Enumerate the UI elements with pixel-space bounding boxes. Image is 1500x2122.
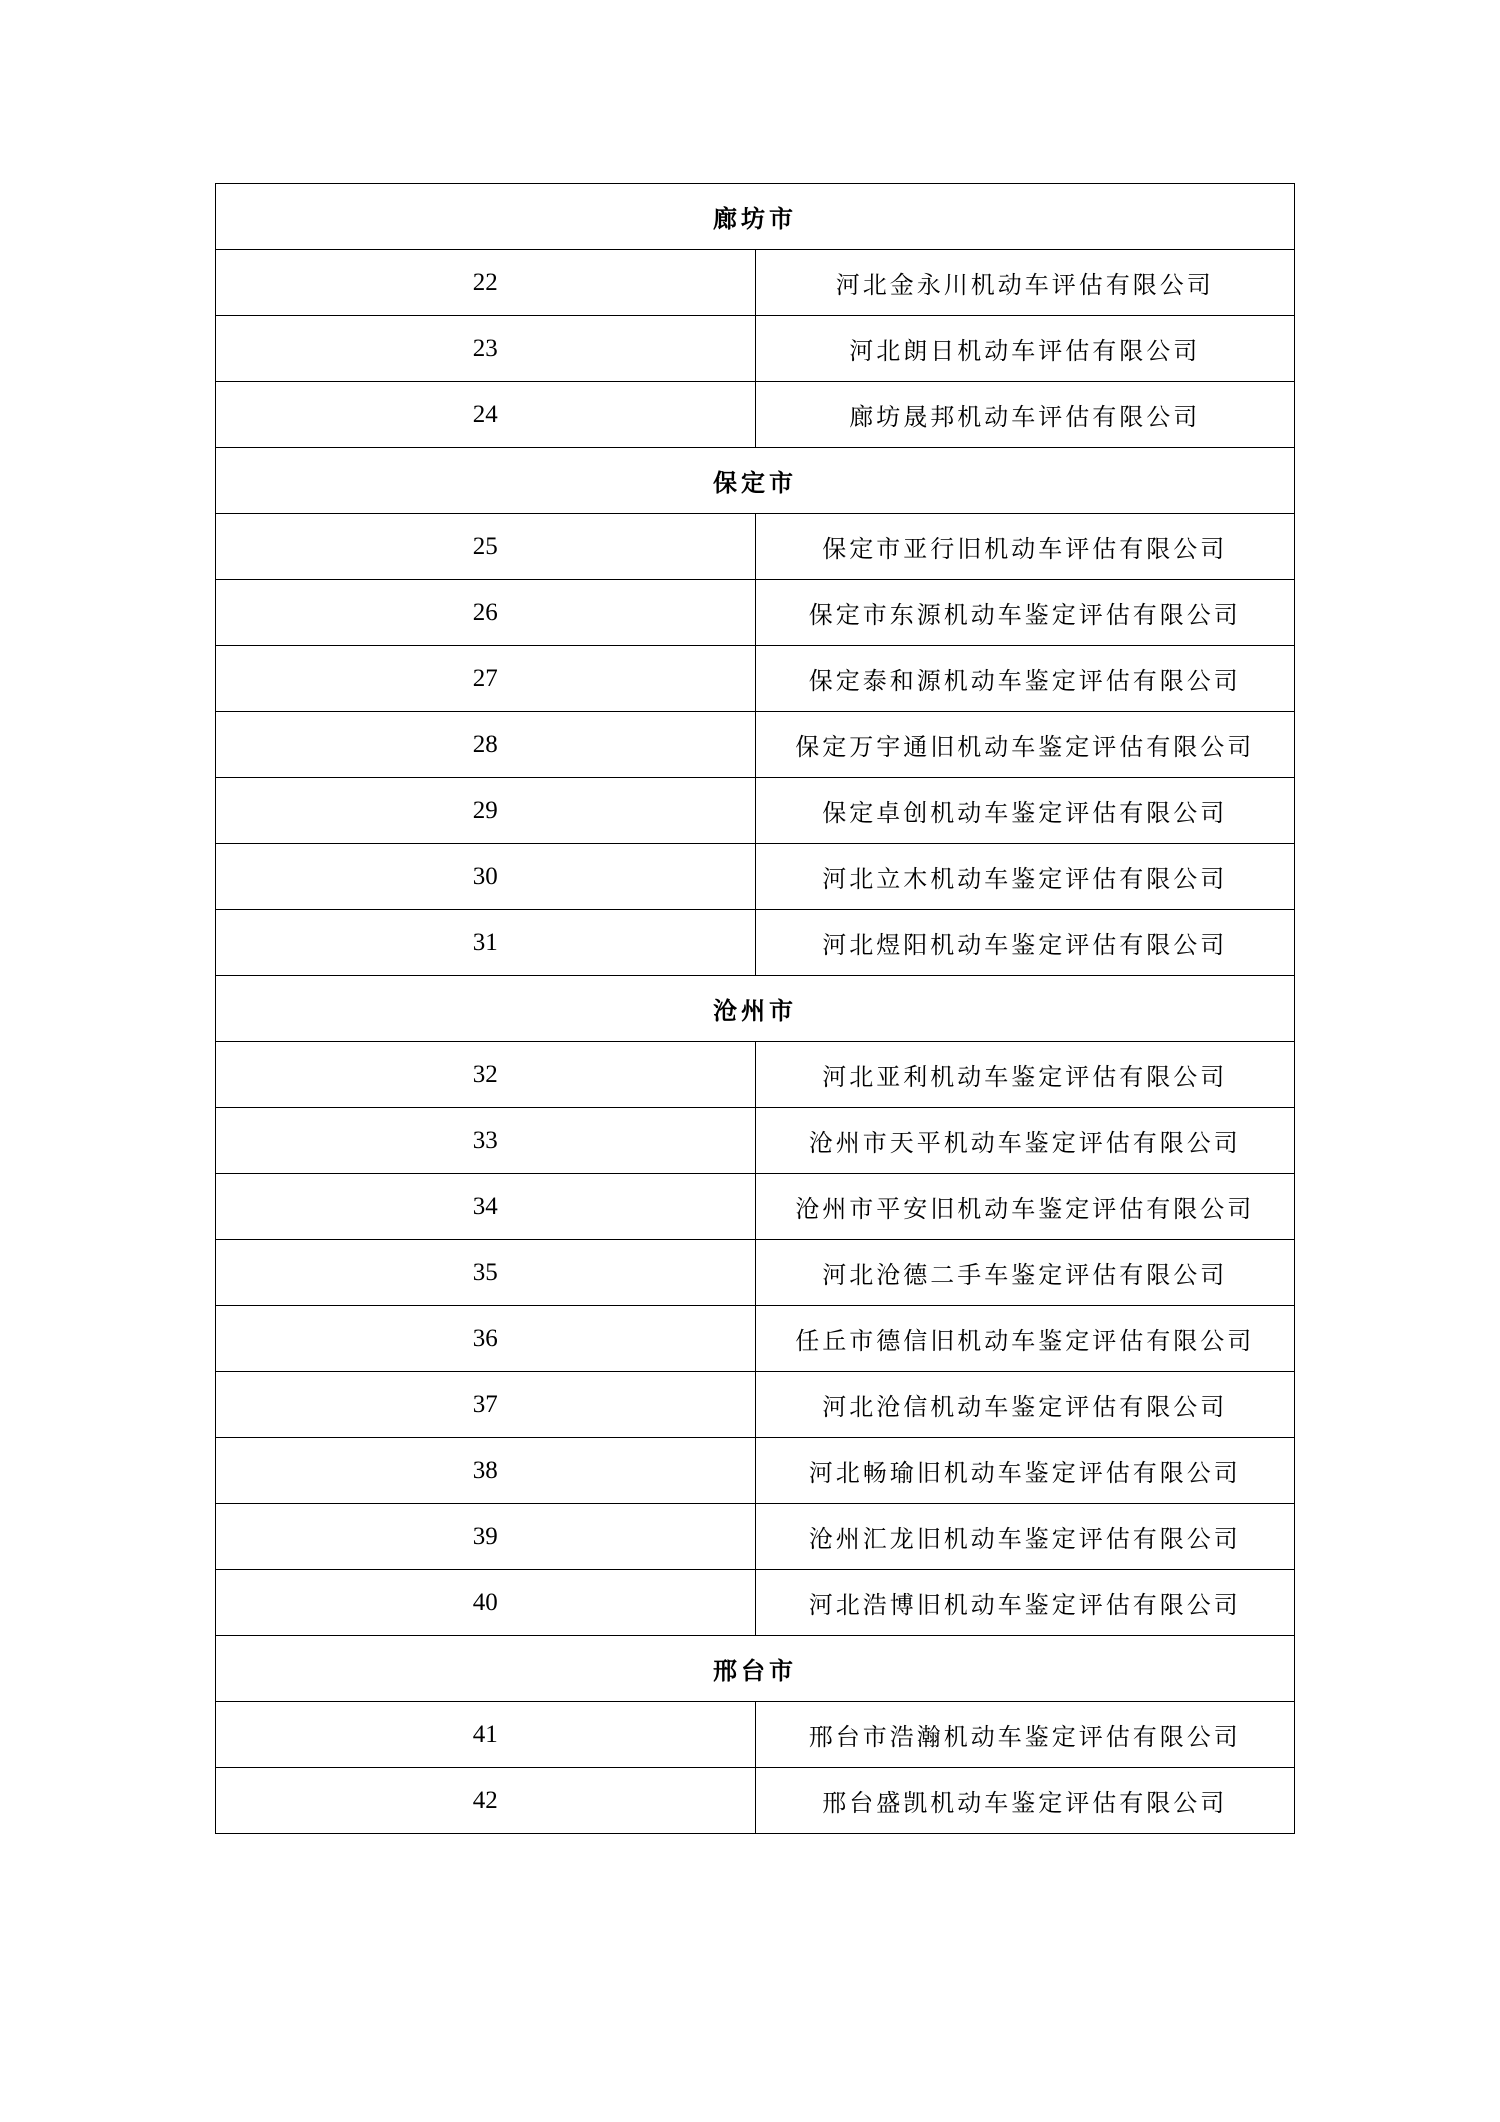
- city-header-row: [216, 448, 1295, 514]
- company-name: 邢台市浩瀚机动车鉴定评估有限公司: [755, 1702, 1295, 1768]
- company-name: 沧州市平安旧机动车鉴定评估有限公司: [755, 1174, 1295, 1240]
- table-row: [216, 1504, 1295, 1570]
- table-row: [216, 1174, 1295, 1240]
- company-name: 保定泰和源机动车鉴定评估有限公司: [755, 646, 1295, 712]
- company-name: 沧州市天平机动车鉴定评估有限公司: [755, 1108, 1295, 1174]
- company-name: 河北沧德二手车鉴定评估有限公司: [755, 1240, 1295, 1306]
- table-row: [216, 316, 1295, 382]
- table-row: [216, 1108, 1295, 1174]
- row-number: 42: [216, 1768, 756, 1834]
- row-number: 35: [216, 1240, 756, 1306]
- company-name: 任丘市德信旧机动车鉴定评估有限公司: [755, 1306, 1295, 1372]
- city-header-row: [216, 184, 1295, 250]
- table-row: [216, 580, 1295, 646]
- table-row: [216, 1570, 1295, 1636]
- company-name: 河北亚利机动车鉴定评估有限公司: [755, 1042, 1295, 1108]
- company-name: 河北畅瑜旧机动车鉴定评估有限公司: [755, 1438, 1295, 1504]
- row-number: 27: [216, 646, 756, 712]
- table-row: [216, 1438, 1295, 1504]
- table-row: [216, 514, 1295, 580]
- company-name: 河北立木机动车鉴定评估有限公司: [755, 844, 1295, 910]
- row-number: 37: [216, 1372, 756, 1438]
- row-number: 33: [216, 1108, 756, 1174]
- row-number: 26: [216, 580, 756, 646]
- company-name: 河北朗日机动车评估有限公司: [755, 316, 1295, 382]
- row-number: 28: [216, 712, 756, 778]
- row-number: 41: [216, 1702, 756, 1768]
- table-row: [216, 712, 1295, 778]
- city-name: 保定市: [216, 448, 1295, 514]
- row-number: 31: [216, 910, 756, 976]
- city-name: 廊坊市: [216, 184, 1295, 250]
- city-header-row: [216, 976, 1295, 1042]
- row-number: 29: [216, 778, 756, 844]
- company-name: 保定市东源机动车鉴定评估有限公司: [755, 580, 1295, 646]
- row-number: 40: [216, 1570, 756, 1636]
- company-name: 河北浩博旧机动车鉴定评估有限公司: [755, 1570, 1295, 1636]
- row-number: 22: [216, 250, 756, 316]
- company-name: 保定万宇通旧机动车鉴定评估有限公司: [755, 712, 1295, 778]
- row-number: 23: [216, 316, 756, 382]
- row-number: 34: [216, 1174, 756, 1240]
- company-name: 保定市亚行旧机动车评估有限公司: [755, 514, 1295, 580]
- table-row: [216, 844, 1295, 910]
- table-row: [216, 1768, 1295, 1834]
- row-number: 25: [216, 514, 756, 580]
- table-row: [216, 1702, 1295, 1768]
- company-name: 邢台盛凯机动车鉴定评估有限公司: [755, 1768, 1295, 1834]
- city-name: 沧州市: [216, 976, 1295, 1042]
- company-name: 河北煜阳机动车鉴定评估有限公司: [755, 910, 1295, 976]
- row-number: 38: [216, 1438, 756, 1504]
- company-name: 沧州汇龙旧机动车鉴定评估有限公司: [755, 1504, 1295, 1570]
- table-row: [216, 646, 1295, 712]
- row-number: 39: [216, 1504, 756, 1570]
- company-name: 廊坊晟邦机动车评估有限公司: [755, 382, 1295, 448]
- table-row: [216, 382, 1295, 448]
- company-list-table: [215, 183, 1295, 1834]
- table-row: [216, 778, 1295, 844]
- company-name: 河北金永川机动车评估有限公司: [755, 250, 1295, 316]
- city-header-row: [216, 1636, 1295, 1702]
- table-row: [216, 1372, 1295, 1438]
- table-row: [216, 1306, 1295, 1372]
- table-row: [216, 1042, 1295, 1108]
- row-number: 30: [216, 844, 756, 910]
- table-row: [216, 1240, 1295, 1306]
- row-number: 32: [216, 1042, 756, 1108]
- city-name: 邢台市: [216, 1636, 1295, 1702]
- table-row: [216, 250, 1295, 316]
- company-list-body: [216, 184, 1295, 1834]
- company-name: 保定卓创机动车鉴定评估有限公司: [755, 778, 1295, 844]
- table-row: [216, 910, 1295, 976]
- row-number: 24: [216, 382, 756, 448]
- row-number: 36: [216, 1306, 756, 1372]
- company-name: 河北沧信机动车鉴定评估有限公司: [755, 1372, 1295, 1438]
